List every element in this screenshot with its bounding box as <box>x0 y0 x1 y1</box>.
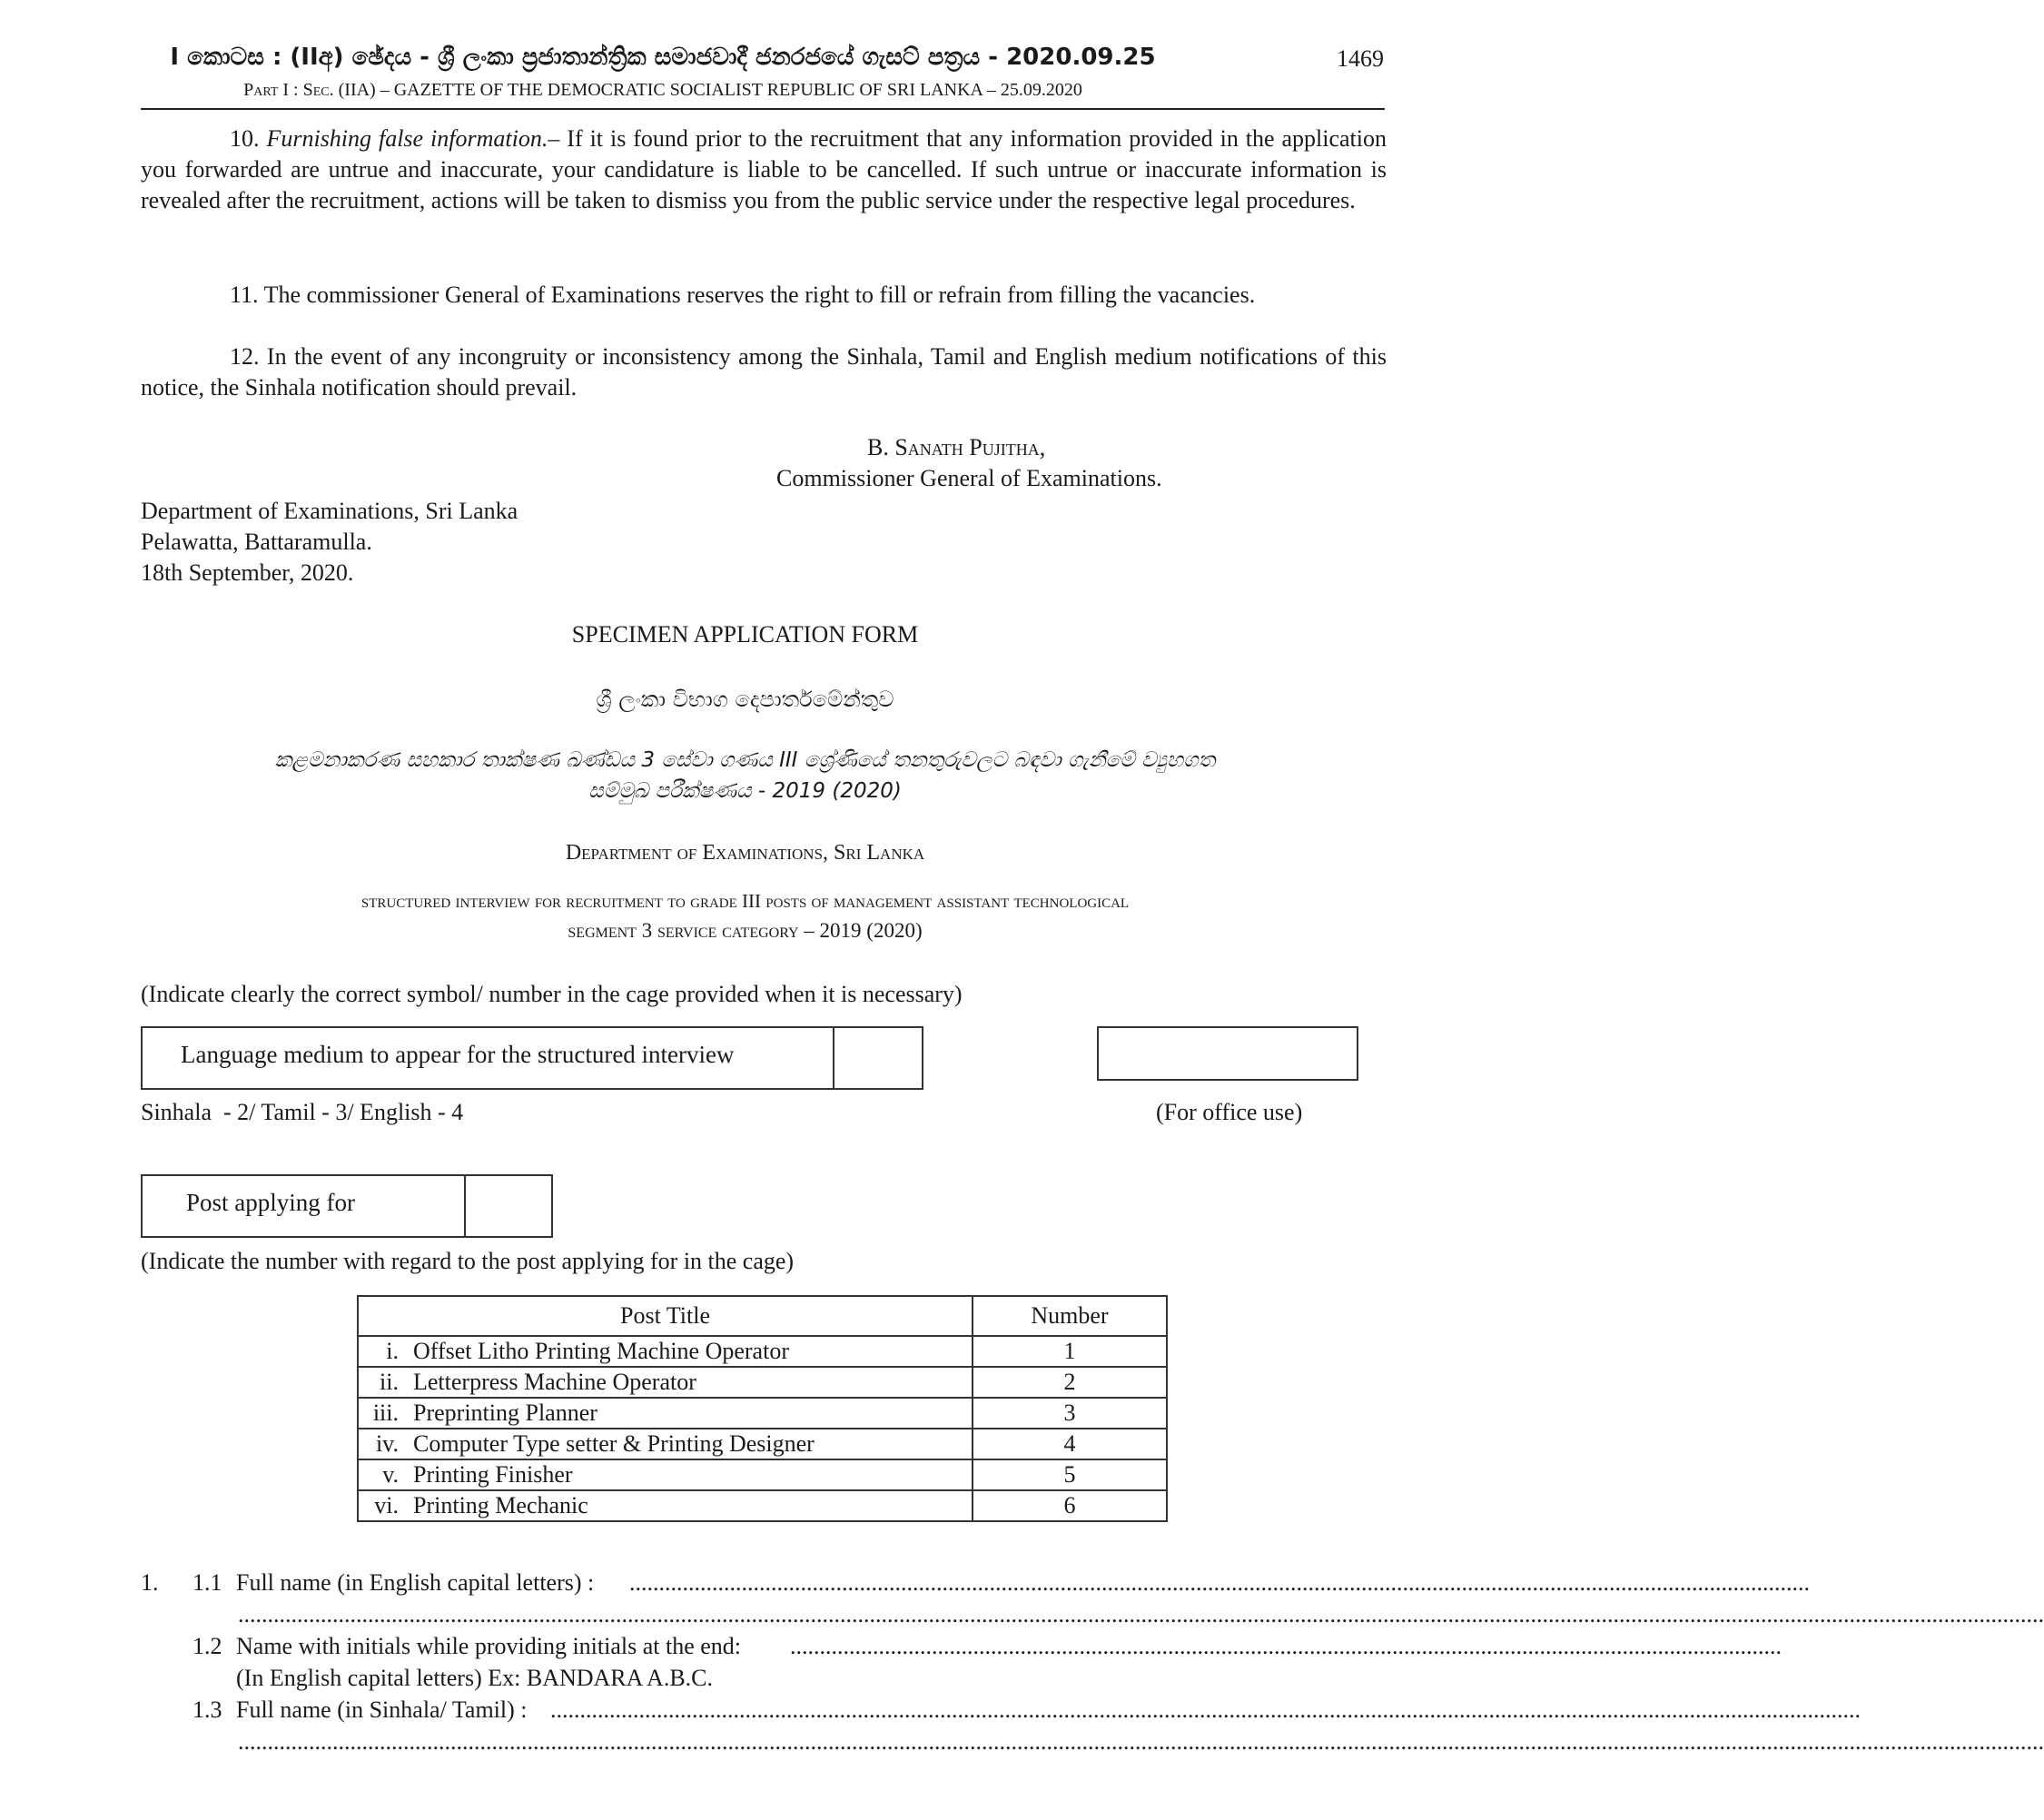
full-name-sinhala-tamil-input-line-2[interactable]: .................................................................................................................................................................................................................................................................................................................. <box>238 1728 2044 1755</box>
post-applying-cage[interactable] <box>464 1176 553 1236</box>
gazette-header-english: Part I : Sec. (IIA) – GAZETTE OF THE DEMOCRATIC SOCIALIST REPUBLIC OF SRI LANKA – 25.09.2020 <box>243 80 1082 100</box>
row-post-title: Offset Litho Printing Machine Operator <box>406 1336 973 1367</box>
address-line-1: Department of Examinations, Sri Lanka <box>141 498 518 524</box>
language-medium-label: Language medium to appear for the structured interview <box>181 1041 735 1068</box>
row-roman: ii. <box>358 1367 406 1398</box>
row-number: 2 <box>973 1367 1167 1398</box>
signatory-name: B. Sanath Pujitha, <box>867 434 1046 460</box>
field-1-3-number: 1.3 <box>193 1696 222 1723</box>
paragraph-11 <box>141 280 1387 311</box>
posts-table-header <box>358 1296 1167 1336</box>
address-date: 18th September, 2020. <box>141 559 354 586</box>
posts-table <box>357 1295 1168 1522</box>
field-1-2-note: (In English capital letters) Ex: BANDARA A.B.C. <box>236 1665 714 1691</box>
row-roman: iii. <box>358 1398 406 1429</box>
form-sinhala-department: ශ්‍රී ලංකා විභාග දෙපාර්තමේන්තුව <box>596 687 894 712</box>
table-row <box>358 1429 1167 1459</box>
paragraph-10-number: 10. <box>230 125 260 152</box>
paragraph-11-text: 11. The commissioner General of Examinations reserves the right to fill or refrain from filling the vacancies. <box>230 282 1256 308</box>
row-post-title: Printing Mechanic <box>406 1490 973 1521</box>
paragraph-10-text: If it is found prior to the recruitment that any information provided in the application you forwarded are untrue and inaccurate, your candidature is liable to be cancelled. If such untrue or inaccurate information is revealed after the recruitment, actions will be taken to dismiss you from the public service under the respective legal procedures. <box>141 125 1387 213</box>
row-number: 1 <box>973 1336 1167 1367</box>
post-applying-label: Post applying for <box>186 1189 355 1216</box>
row-number: 5 <box>973 1459 1167 1490</box>
language-options: Sinhala - 2/ Tamil - 3/ English - 4 <box>141 1099 464 1125</box>
header-rule <box>141 108 1385 110</box>
row-post-title: Computer Type setter & Printing Designer <box>406 1429 973 1459</box>
row-roman: v. <box>358 1459 406 1490</box>
row-roman: iv. <box>358 1429 406 1459</box>
form-title-line-1: structured interview for recruitment to grade III posts of management assistant technological <box>360 890 1130 912</box>
form-department-english: Department of Examinations, Sri Lanka <box>565 841 925 865</box>
name-with-initials-input[interactable]: ........................................................................................................................................................................ <box>790 1633 1782 1659</box>
full-name-english-input[interactable]: ........................................................................................................................................................................................................ <box>629 1569 1810 1596</box>
paragraph-10 <box>141 124 1387 216</box>
table-row <box>358 1459 1167 1490</box>
post-applying-box <box>141 1174 553 1238</box>
field-1-3-label: Full name (in Sinhala/ Tamil) : <box>236 1696 528 1723</box>
row-number: 6 <box>973 1490 1167 1521</box>
paragraph-10-heading: Furnishing false information.– <box>266 125 560 152</box>
table-row <box>358 1398 1167 1429</box>
page-number: 1469 <box>1337 45 1384 72</box>
posts-table-header-title: Post Title <box>358 1296 973 1336</box>
full-name-english-input-line-2[interactable]: .................................................................................................................................................................................................................................................................................................................. <box>238 1601 2044 1627</box>
signatory-title: Commissioner General of Examinations. <box>776 465 1162 491</box>
row-roman: i. <box>358 1336 406 1367</box>
language-medium-box <box>141 1026 923 1090</box>
row-post-title: Printing Finisher <box>406 1459 973 1490</box>
form-title-line-2: segment 3 service category – 2019 (2020) <box>568 919 923 942</box>
field-1-1-label: Full name (in English capital letters) : <box>236 1569 595 1596</box>
row-number: 3 <box>973 1398 1167 1429</box>
field-1-1-number: 1.1 <box>193 1569 222 1596</box>
language-medium-cage[interactable] <box>833 1028 923 1088</box>
form-heading: SPECIMEN APPLICATION FORM <box>571 621 919 648</box>
row-post-title: Preprinting Planner <box>406 1398 973 1429</box>
form-instruction: (Indicate clearly the correct symbol/ number in the cage provided when it is necessary) <box>141 981 963 1007</box>
address-line-2: Pelawatta, Battaramulla. <box>141 529 372 555</box>
field-1-2-number: 1.2 <box>193 1633 222 1659</box>
full-name-sinhala-tamil-input[interactable]: .............................................................................................................................................................................................................................. <box>550 1696 1861 1723</box>
gazette-header-sinhala: I කොටස : (IIඅ) ඡේදය - ශ්‍රී ලංකා ප්‍රජාතාන්ත්‍රික සමාජවාදී ජනරජයේ ගැසට් පත්‍රය - 2020.09.25 <box>170 44 1156 71</box>
row-post-title: Letterpress Machine Operator <box>406 1367 973 1398</box>
table-row <box>358 1336 1167 1367</box>
row-number: 4 <box>973 1429 1167 1459</box>
field-1-2-label: Name with initials while providing initials at the end: <box>236 1633 742 1659</box>
form-sinhala-title-line-1: කළමනාකරණ සහකාර තාක්ෂණ ඛණ්ඩය 3 සේවා ගණය III ශ්‍රේණියේ තනතුරුවලට බඳවා ගැනීමේ ව්‍යුහගත <box>274 748 1216 772</box>
paragraph-12-text: 12. In the event of any incongruity or inconsistency among the Sinhala, Tamil and English medium notifications of this notice, the Sinhala notification should prevail. <box>141 343 1387 401</box>
form-sinhala-title-line-2: සම්මුඛ පරීක්ෂණය - 2019 (2020) <box>588 779 902 803</box>
row-roman: vi. <box>358 1490 406 1521</box>
section-number: 1. <box>141 1569 159 1596</box>
table-row <box>358 1367 1167 1398</box>
post-instruction: (Indicate the number with regard to the post applying for in the cage) <box>141 1248 795 1274</box>
table-row <box>358 1490 1167 1521</box>
office-use-label: (For office use) <box>1156 1099 1303 1125</box>
posts-table-header-number: Number <box>973 1296 1167 1336</box>
paragraph-12 <box>141 341 1387 403</box>
office-use-box <box>1097 1026 1358 1081</box>
